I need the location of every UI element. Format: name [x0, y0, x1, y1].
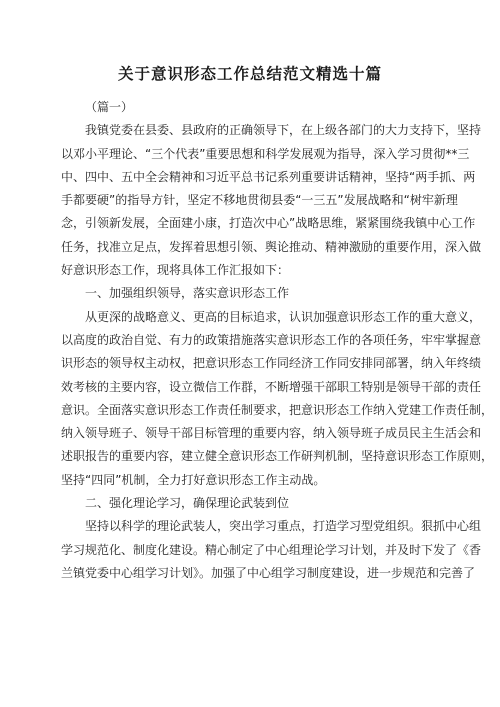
document-body: [61, 96, 494, 585]
paragraph-line: 述职报告的重要内容，建立健全意识形态工作研判机制，坚持意识形态工作原则，: [61, 449, 494, 464]
paragraph-line: 从更深的战略意义、更高的目标追求，认识加强意识形态工作的重大意义，: [85, 309, 482, 324]
section-heading: [61, 282, 441, 305]
paragraph-line: 念，引领新发展，全面建小康，打造次中心”战略思维，紧紧围绕我镇中心工作: [61, 216, 476, 231]
paragraph-line: 学习规范化、制度化建设。精心制定了中心组理论学习计划，并及时下发了《香: [61, 542, 482, 557]
body-paragraph: [61, 306, 494, 492]
body-paragraph: [61, 515, 482, 585]
paragraph-line: 兰镇党委中心组学习计划》。加强了中心组学习制度建设，进一步规范和完善了: [61, 565, 476, 580]
paragraph-line: 任务，找准立足点，发挥着思想引领、舆论推动、精神激励的重要作用，深入做: [61, 239, 482, 254]
heading-text: 二、强化理论学习，确保理论武装到位: [85, 496, 290, 511]
paragraph-line: 纳入领导班子、领导干部目标管理的重要内容，纳入领导班子成员民主生活会和: [61, 426, 482, 441]
document-title: 关于意识形态工作总结范文精选十篇: [117, 64, 382, 83]
body-paragraph: [61, 119, 482, 282]
heading-text: 一、加强组织领导，落实意识形态工作: [85, 286, 290, 301]
paragraph-line: 手都要硬”的指导方针，坚定不移地贯彻县委“一三五”发展战略和“树牢新理: [61, 193, 458, 208]
section-label: [61, 96, 441, 119]
paragraph-line: 我镇党委在县委、县政府的正确领导下，在上级各部门的大力支持下，坚持: [85, 123, 482, 138]
paragraph-line: 效考核的主要内容，设立微信工作群，不断增强干部职工特别是领导干部的责任: [61, 379, 482, 394]
paragraph-line: 中、四中、五中全会精神和习近平总书记系列重要讲话精神，坚持“两手抓、两: [61, 169, 476, 184]
paragraph-line: 识形态的领导权主动权，把意识形态工作同经济工作同安排同部署，纳入年终绩: [61, 356, 482, 371]
paragraph-line: 意识。全面落实意识形态工作责任制要求，把意识形态工作纳入党建工作责任制，: [61, 402, 494, 417]
paragraph-line: 以高度的政治自觉、有力的政策措施落实意识形态工作的各项任务，牢牢掌握意: [61, 332, 482, 347]
paragraph-line: 好意识形态工作，现将具体工作汇报如下：: [61, 263, 290, 278]
paragraph-line: 坚持“四同”机制，全力打好意识形态工作主动战。: [61, 472, 326, 487]
section-heading: [61, 492, 441, 515]
paragraph-line: 坚持以科学的理论武装人，突出学习重点，打造学习型党组织。狠抓中心组: [85, 519, 482, 534]
section-label-text: （篇一）: [85, 100, 134, 114]
paragraph-line: 以邓小平理论、“三个代表”重要思想和科学发展观为指导，深入学习贯彻**三: [61, 146, 470, 161]
